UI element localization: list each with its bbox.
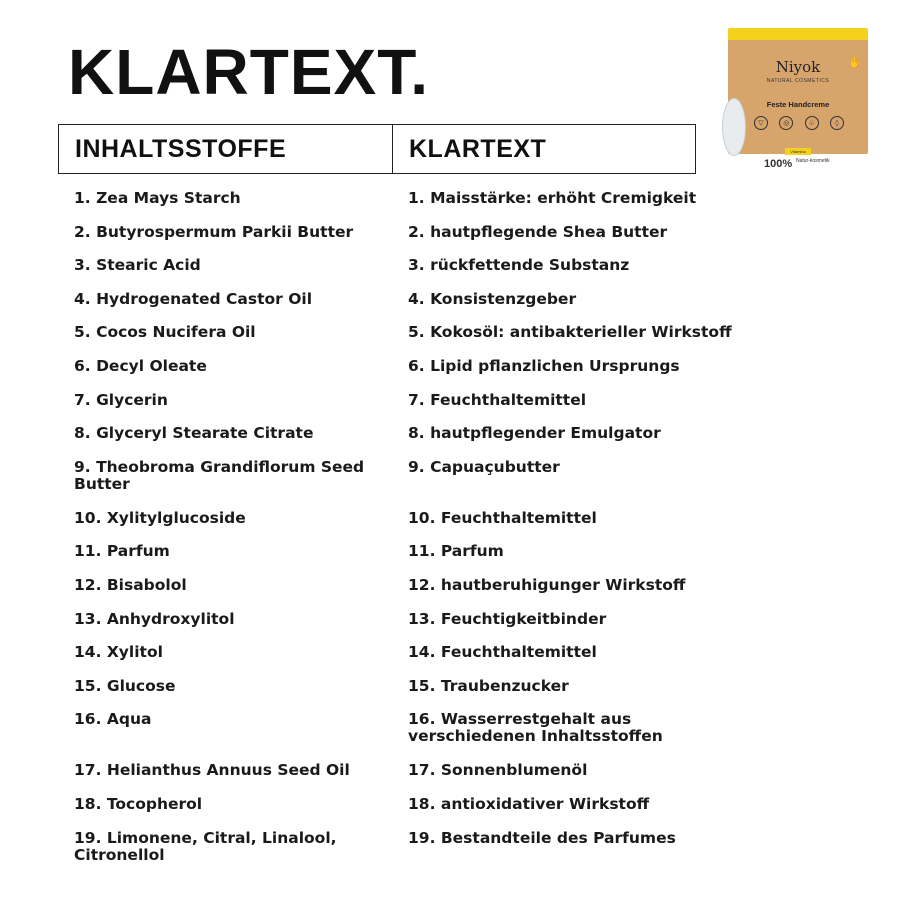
ingredient-explanation: 9. Capuaçubutter (408, 457, 560, 476)
ingredient-explanation: 11. Parfum (408, 542, 504, 561)
vegan-icon: ▽ (754, 116, 768, 130)
ingredient-name: 17. Helianthus Annuus Seed Oil (74, 761, 350, 780)
drop-icon: ◊ (830, 116, 844, 130)
ingredient-explanation: 5. Kokosöl: antibakterieller Wirkstoff (408, 323, 732, 342)
ingredient-explanation: 4. Konsistenzgeber (408, 289, 577, 308)
table-row (74, 644, 754, 678)
table-header (58, 124, 696, 174)
ingredient-name: 18. Tocopherol (74, 794, 203, 813)
ingredient-name: 3. Stearic Acid (74, 256, 201, 275)
table-row (74, 678, 754, 712)
ingredient-explanation: 16. Wasserrestgehalt aus verschiedenen Inhaltsstoffen (408, 710, 663, 746)
ingredient-name: 13. Anhydroxylitol (74, 609, 235, 628)
ingredient-explanation: 8. hautpflegender Emulgator (408, 424, 661, 443)
product-icon-row (754, 116, 844, 130)
ingredient-name: 10. Xylitylglucoside (74, 508, 246, 527)
table-row (74, 190, 754, 224)
ingredient-explanation: 13. Feuchtigkeitbinder (408, 609, 607, 628)
ingredient-name: 7. Glycerin (74, 390, 168, 409)
product-brand-sub: NATURAL COSMETICS (766, 78, 830, 84)
table-row (74, 358, 754, 392)
ingredient-name: 15. Glucose (74, 676, 176, 695)
ingredient-explanation: 12. hautberuhigunger Wirkstoff (408, 575, 686, 594)
table-row (74, 796, 754, 830)
table-row (74, 392, 754, 426)
ingredient-explanation: 14. Feuchthaltemittel (408, 643, 597, 662)
ingredient-name: 16. Aqua (74, 710, 152, 729)
ingredient-explanation: 7. Feuchthaltemittel (408, 390, 587, 409)
ingredient-name: 8. Glyceryl Stearate Citrate (74, 424, 314, 443)
product-image (728, 28, 868, 176)
ingredient-explanation: 19. Bestandteile des Parfumes (408, 828, 676, 847)
product-tag: Vitamina (785, 148, 811, 155)
ingredient-explanation: 2. hautpflegende Shea Butter (408, 222, 668, 241)
table-row (74, 257, 754, 291)
product-box (728, 40, 868, 154)
table-row (74, 324, 754, 358)
ingredient-name: 19. Limonene, Citral, Linalool, Citronellol (74, 828, 337, 864)
table-row (74, 762, 754, 796)
table-row (74, 611, 754, 645)
header-klartext: KLARTEXT (409, 134, 547, 163)
ingredient-explanation: 15. Traubenzucker (408, 676, 569, 695)
ingredient-explanation: 10. Feuchthaltemittel (408, 508, 597, 527)
no-plastic-icon: ◎ (779, 116, 793, 130)
table-row (74, 459, 754, 510)
page-title: KLARTEXT. (68, 36, 429, 108)
ingredient-name: 14. Xylitol (74, 643, 163, 662)
table-row (74, 577, 754, 611)
product-brand: Niyok (775, 58, 821, 76)
ingredient-table (74, 190, 754, 870)
table-row (74, 425, 754, 459)
ingredient-name: 1. Zea Mays Starch (74, 189, 241, 207)
eco-icon: ♧ (805, 116, 819, 130)
table-row (74, 510, 754, 544)
ingredient-name: 2. Butyrospermum Parkii Butter (74, 222, 354, 241)
ingredient-name: 5. Cocos Nucifera Oil (74, 323, 256, 342)
natural-badge-sub: Natur-kosmetik (796, 158, 830, 164)
ingredient-explanation: 3. rückfettende Substanz (408, 256, 630, 275)
ingredient-name: 12. Bisabolol (74, 575, 187, 594)
product-name: Feste Handcreme (766, 100, 830, 109)
table-row (74, 830, 754, 870)
ingredient-explanation: 18. antioxidativer Wirkstoff (408, 794, 650, 813)
table-row (74, 291, 754, 325)
ingredient-explanation: 6. Lipid pflanzlichen Ursprungs (408, 356, 680, 375)
table-row (74, 711, 754, 762)
hand-icon: ✋ (848, 56, 862, 69)
header-ingredients: INHALTSSTOFFE (59, 125, 393, 173)
ingredient-explanation: 1. Maisstärke: erhöht Cremigkeit (408, 189, 697, 207)
ingredient-name: 4. Hydrogenated Castor Oil (74, 289, 313, 308)
table-row (74, 224, 754, 258)
ingredient-explanation: 17. Sonnenblumenöl (408, 761, 588, 780)
ingredient-name: 6. Decyl Oleate (74, 356, 207, 375)
table-row (74, 543, 754, 577)
ingredient-name: 11. Parfum (74, 542, 170, 561)
natural-badge: 100% (764, 158, 793, 170)
ingredient-name: 9. Theobroma Grandiflorum Seed Butter (74, 457, 365, 493)
